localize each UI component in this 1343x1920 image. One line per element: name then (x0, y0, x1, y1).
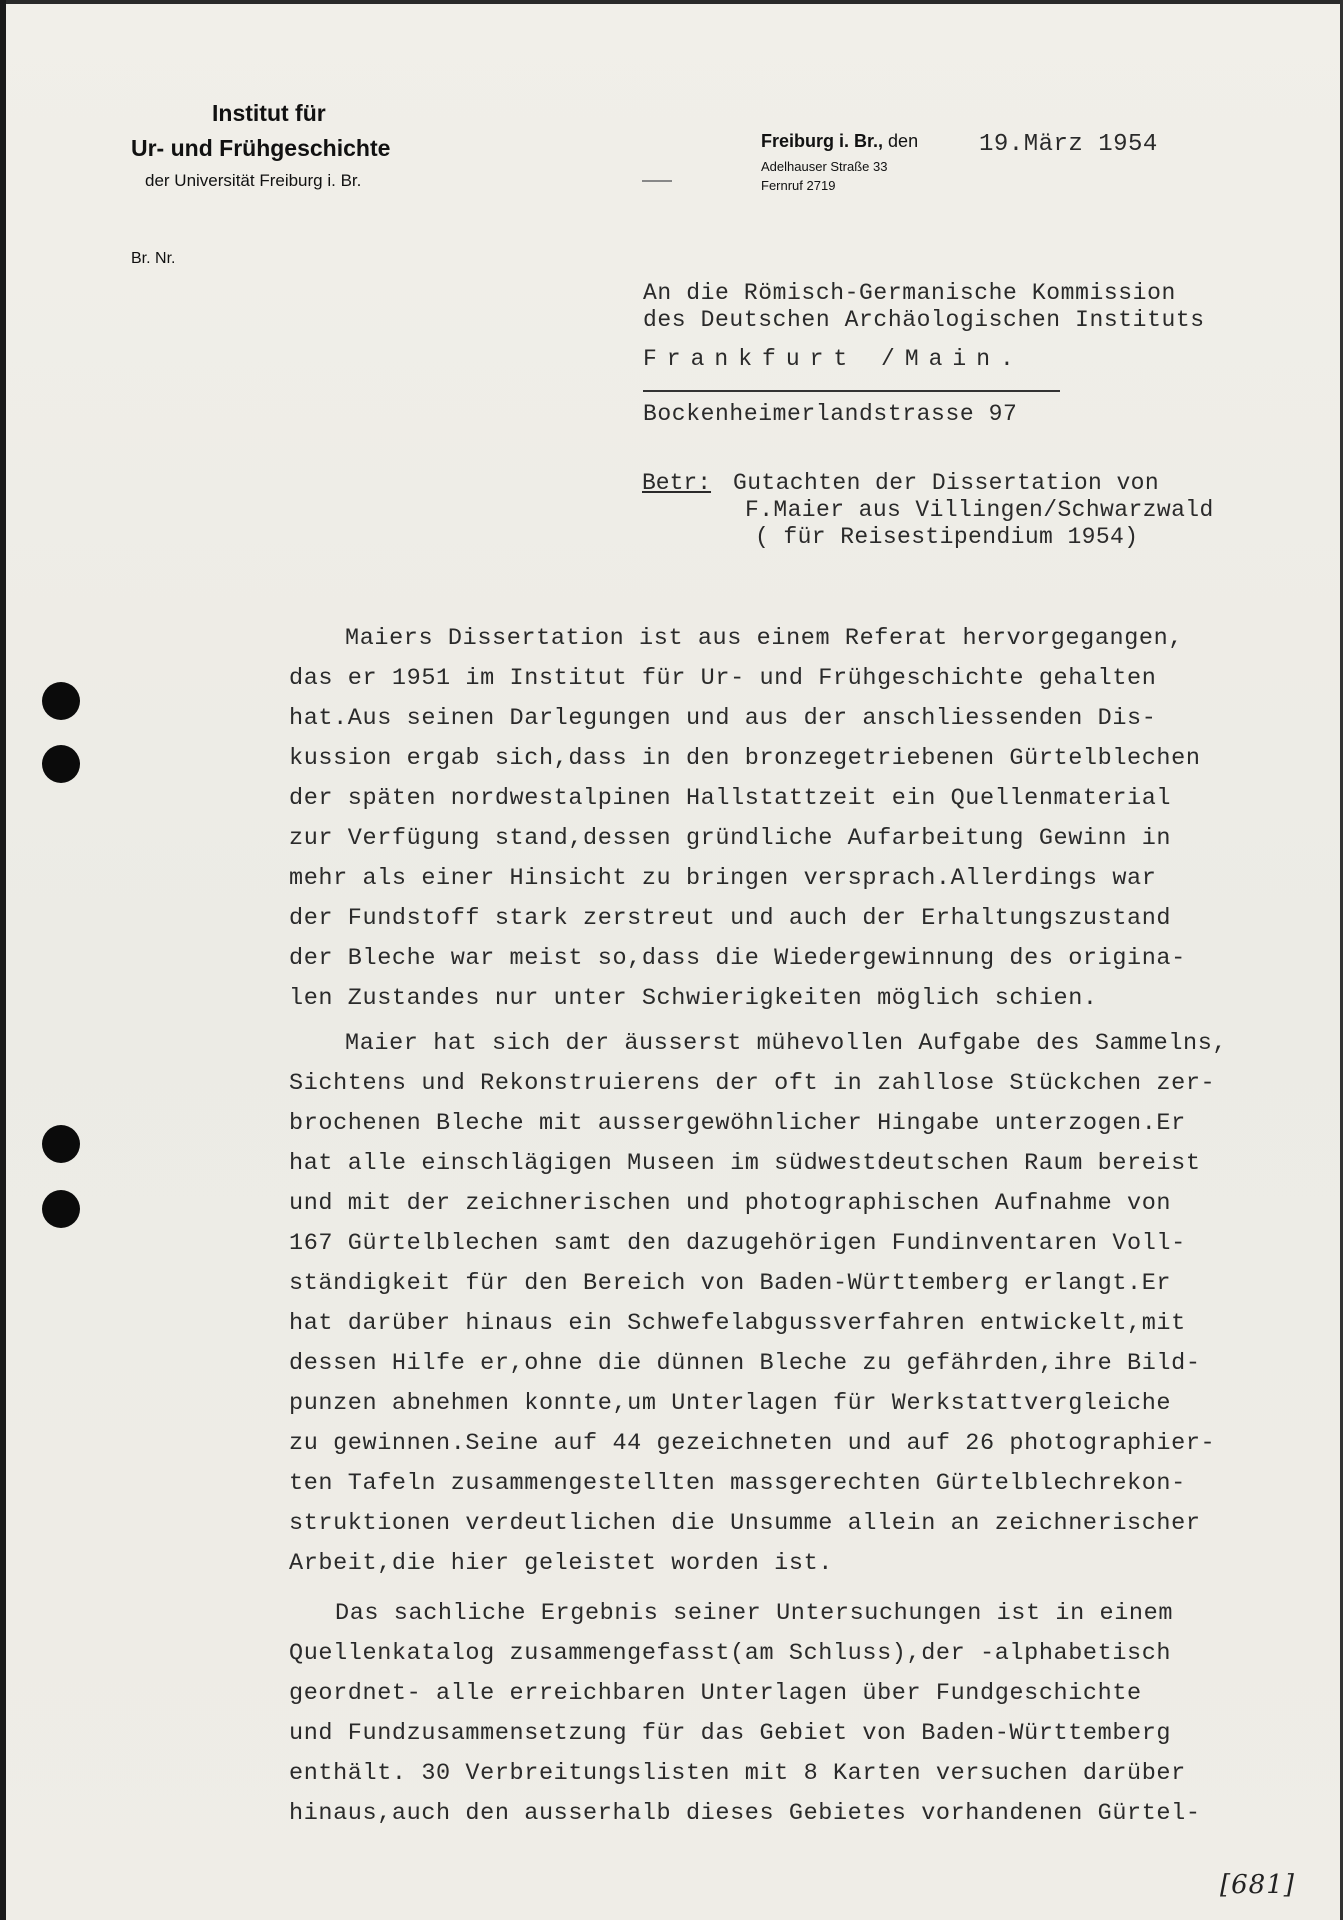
body-line: hinaus,auch den ausserhalb dieses Gebietes vorhandenen Gürtel- (289, 1800, 1201, 1827)
letter-city (761, 131, 918, 152)
reference-number-label: Br. Nr. (131, 250, 176, 267)
letter-phone: Fernruf 2719 (761, 178, 836, 193)
subject-label: Betr: (642, 470, 712, 496)
body-line: Quellenkatalog zusammengefasst(am Schluss),der -alphabetisch (289, 1640, 1172, 1667)
body-line: geordnet- alle erreichbaren Unterlagen über Fundgeschichte (289, 1680, 1142, 1707)
recipient-underline (643, 390, 1060, 392)
city-name: Freiburg i. Br., (761, 131, 884, 151)
body-line: dessen Hilfe er,ohne die dünnen Bleche zu gefährden,ihre Bild- (289, 1350, 1201, 1377)
punch-hole (42, 1190, 80, 1228)
body-line: kussion ergab sich,dass in den bronzegetriebenen Gürtelblechen (289, 745, 1201, 772)
letter-date: 19.März 1954 (979, 131, 1158, 158)
body-line: ten Tafeln zusammengestellten massgerechten Gürtelblechrekon- (289, 1470, 1186, 1497)
body-line: der späten nordwestalpinen Hallstattzeit ein Quellenmaterial (289, 785, 1172, 812)
body-line: Maier hat sich der äusserst mühevollen Aufgabe des Sammelns, (345, 1030, 1228, 1057)
faint-dash-mark (642, 180, 672, 182)
punch-hole (42, 1125, 80, 1163)
body-line: das er 1951 im Institut für Ur- und Frühgeschichte gehalten (289, 665, 1157, 692)
body-line: zu gewinnen.Seine auf 44 gezeichneten und auf 26 photographier- (289, 1430, 1216, 1457)
body-line: und Fundzusammensetzung für das Gebiet von Baden-Württemberg (289, 1720, 1172, 1747)
body-line: hat.Aus seinen Darlegungen und aus der anschliessenden Dis- (289, 705, 1157, 732)
punch-hole (42, 682, 80, 720)
recipient-line1: An die Römisch-Germanische Kommission (643, 280, 1176, 306)
institute-name-line2: Ur- und Frühgeschichte (131, 135, 391, 161)
body-line: Das sachliche Ergebnis seiner Untersuchungen ist in einem (335, 1600, 1174, 1627)
subject-line2: F.Maier aus Villingen/Schwarzwald (745, 497, 1214, 523)
body-line: und mit der zeichnerischen und photographischen Aufnahme von (289, 1190, 1172, 1217)
institute-name-line1: Institut für (212, 100, 326, 126)
punch-hole (42, 745, 80, 783)
body-line: len Zustandes nur unter Schwierigkeiten möglich schien. (289, 985, 1098, 1012)
body-line: brochenen Bleche mit aussergewöhnlicher Hingabe unterzogen.Er (289, 1110, 1186, 1137)
recipient-line2: des Deutschen Archäologischen Instituts (643, 307, 1205, 333)
body-line: mehr als einer Hinsicht zu bringen versprach.Allerdings war (289, 865, 1157, 892)
body-line: enthält. 30 Verbreitungslisten mit 8 Karten versuchen darüber (289, 1760, 1186, 1787)
city-suffix: den (888, 131, 919, 151)
scan-edge-top (0, 0, 1343, 4)
body-line: 167 Gürtelblechen samt den dazugehörigen Fundinventaren Voll- (289, 1230, 1186, 1257)
subject-line1: Gutachten der Dissertation von (733, 470, 1160, 496)
body-line: der Fundstoff stark zerstreut und auch der Erhaltungszustand (289, 905, 1172, 932)
body-line: Maiers Dissertation ist aus einem Referat hervorgegangen, (345, 625, 1184, 652)
body-line: Arbeit,die hier geleistet worden ist. (289, 1550, 833, 1577)
recipient-city: Frankfurt /Main. (643, 346, 1024, 372)
archive-page-number: [681] (1220, 1870, 1295, 1900)
body-line: Sichtens und Rekonstruierens der oft in zahllose Stückchen zer- (289, 1070, 1216, 1097)
body-line: zur Verfügung stand,dessen gründliche Aufarbeitung Gewinn in (289, 825, 1172, 852)
body-line: struktionen verdeutlichen die Unsumme allein an zeichnerischer (289, 1510, 1201, 1537)
subject-line3: ( für Reisestipendium 1954) (755, 524, 1139, 550)
letter-street: Adelhauser Straße 33 (761, 159, 888, 174)
body-line: hat darüber hinaus ein Schwefelabgussverfahren entwickelt,mit (289, 1310, 1186, 1337)
body-line: der Bleche war meist so,dass die Wiedergewinnung des origina- (289, 945, 1186, 972)
body-line: hat alle einschlägigen Museen im südwestdeutschen Raum bereist (289, 1150, 1201, 1177)
scan-edge-left (0, 0, 6, 1920)
recipient-street: Bockenheimerlandstrasse 97 (643, 401, 1018, 427)
institute-university: der Universität Freiburg i. Br. (145, 171, 362, 190)
body-line: punzen abnehmen konnte,um Unterlagen für Werkstattvergleiche (289, 1390, 1172, 1417)
body-line: ständigkeit für den Bereich von Baden-Württemberg erlangt.Er (289, 1270, 1172, 1297)
